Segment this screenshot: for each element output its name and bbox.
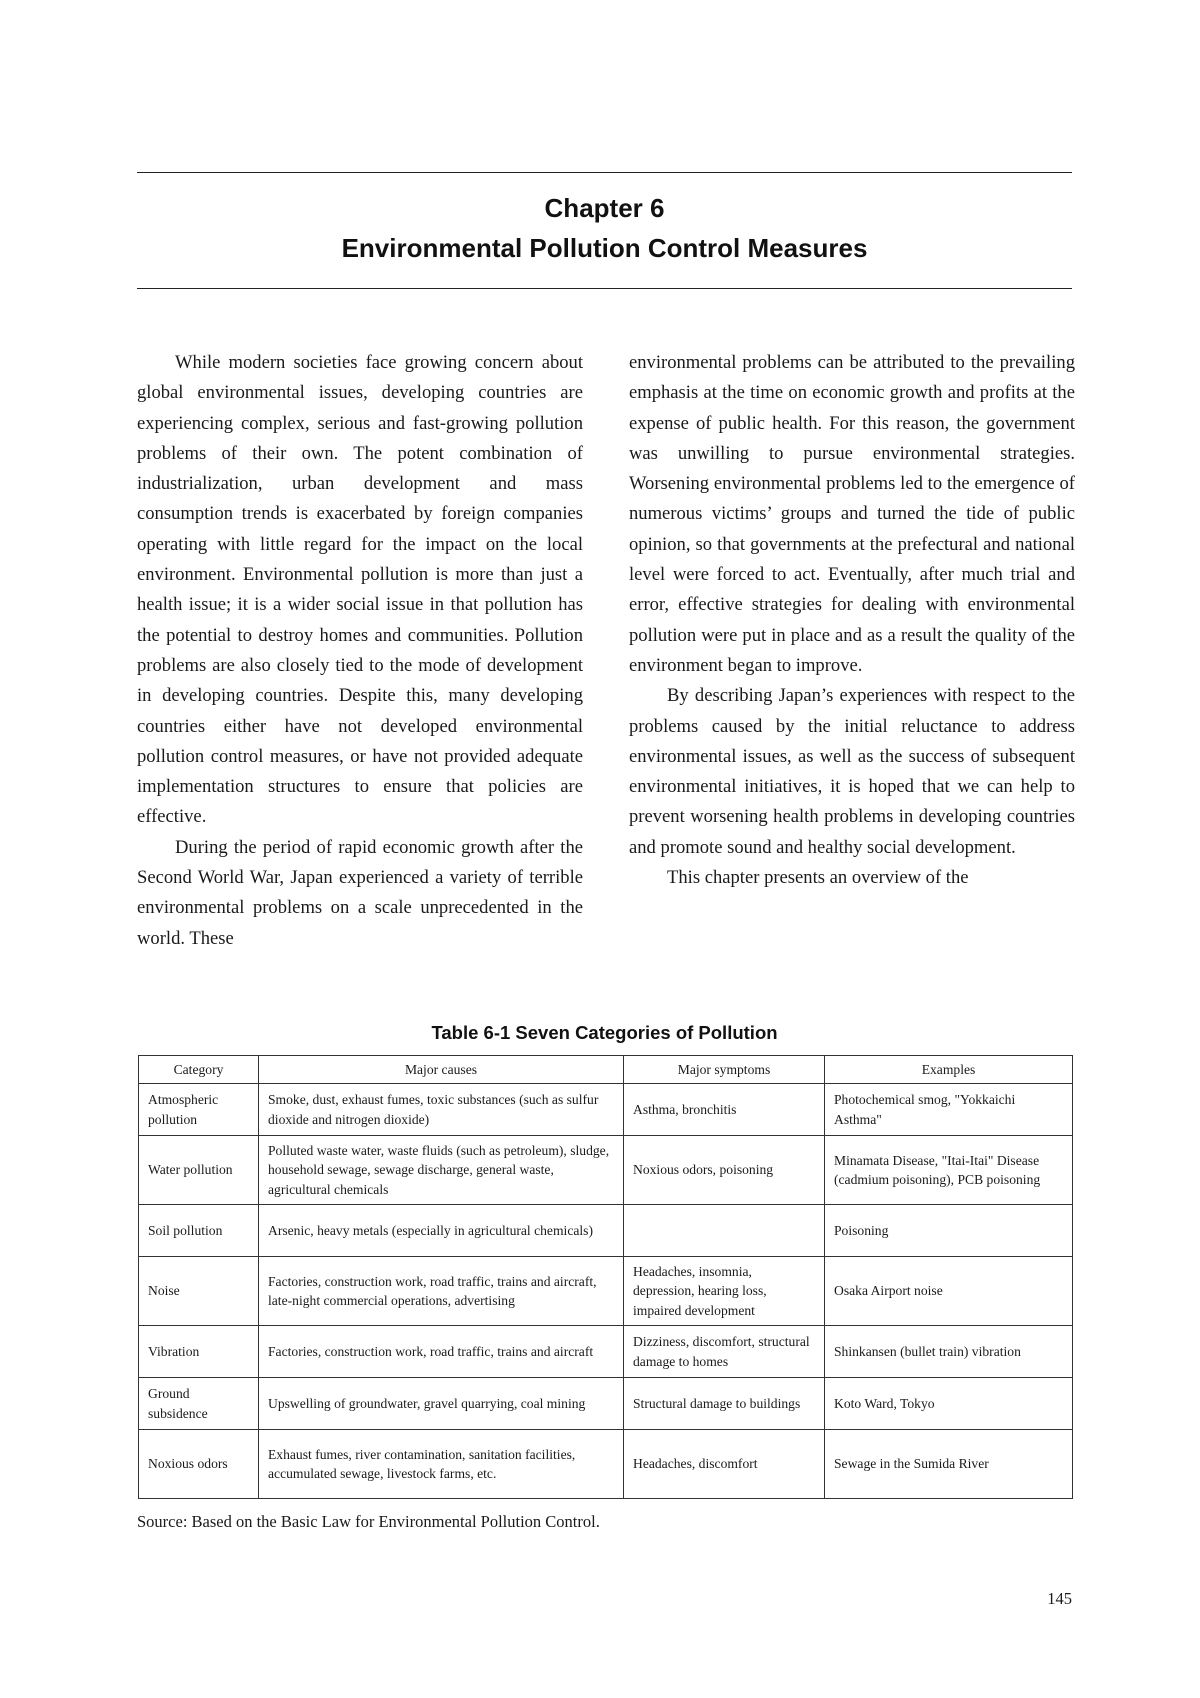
paragraph-intro: While modern societies face growing concern about global environmental issues, developing countries are experiencing complex, serious and fast-growing pollution problems of their own. The potent combination of industrialization, urban development and mass consumption trends is exacerbated by foreign companies operating with little regard for the impact on the local environment. Environmental pollution is more than just a health issue; it is a wider social issue in that pollution has the potential to destroy homes and communities. Pollution problems are also closely tied to the mode of development in developing countries. Despite this, many developing countries either have not developed environmental pollution control measures, or have not provided adequate implementation structures to ensure that policies are effective. bbox=[137, 352, 583, 828]
cell-category: Noxious odors bbox=[139, 1430, 259, 1499]
column-header-symptoms: Major symptoms bbox=[624, 1056, 825, 1084]
table-row bbox=[139, 1257, 1073, 1326]
cell-symptoms: Structural damage to buildings bbox=[624, 1378, 825, 1430]
paragraph-postwar-continued: environmental problems can be attributed to the prevailing emphasis at the time on economic growth and profits at the expense of public health. For this reason, the government was unwilling to pursue environmental strategies. Worsening environmental problems led to the emergence of numerous victims’ groups and turned the tide of public opinion, so that governments at the prefectural and national level were forced to act. Eventually, after much trial and error, effective strategies for dealing with environmental pollution were put in place and as a result the quality of the environment began to improve. bbox=[629, 352, 1075, 676]
cell-category: Soil pollution bbox=[139, 1205, 259, 1257]
cell-symptoms: Dizziness, discomfort, structural damage to homes bbox=[624, 1326, 825, 1378]
top-rule bbox=[137, 172, 1072, 173]
table-title: Table 6-1 Seven Categories of Pollution bbox=[431, 1022, 778, 1043]
column-header-examples: Examples bbox=[825, 1056, 1073, 1084]
table-header-row bbox=[139, 1056, 1073, 1084]
table-row bbox=[139, 1326, 1073, 1378]
cell-causes: Polluted waste water, waste fluids (such as petroleum), sludge, household sewage, sewage discharge, general waste, agricultural chemicals bbox=[259, 1136, 624, 1205]
cell-examples: Koto Ward, Tokyo bbox=[825, 1378, 1073, 1430]
paragraph-postwar: During the period of rapid economic growth after the Second World War, Japan experienced a variety of terrible environmental problems on a scale unprecedented in the world. These bbox=[137, 836, 583, 949]
table-row bbox=[139, 1378, 1073, 1430]
cell-examples: Sewage in the Sumida River bbox=[825, 1430, 1073, 1499]
page-number: 145 bbox=[1047, 1589, 1072, 1608]
cell-symptoms: Asthma, bronchitis bbox=[624, 1084, 825, 1136]
cell-causes: Arsenic, heavy metals (especially in agricultural chemicals) bbox=[259, 1205, 624, 1257]
cell-category: Water pollution bbox=[139, 1136, 259, 1205]
cell-symptoms: Noxious odors, poisoning bbox=[624, 1136, 825, 1205]
table-row bbox=[139, 1136, 1073, 1205]
cell-symptoms: Headaches, insomnia, depression, hearing loss, impaired development bbox=[624, 1257, 825, 1326]
cell-causes: Upswelling of groundwater, gravel quarrying, coal mining bbox=[259, 1378, 624, 1430]
paragraph-experiences: By describing Japan’s experiences with respect to the problems caused by the initial reluctance to address environmental issues, as well as the success of subsequent environmental initiatives, it is hoped that we can help to prevent worsening health problems in developing countries and promote sound and healthy social development. bbox=[629, 685, 1075, 858]
cell-symptoms: Headaches, discomfort bbox=[624, 1430, 825, 1499]
bottom-rule bbox=[137, 288, 1072, 289]
chapter-title: Environmental Pollution Control Measures bbox=[341, 233, 868, 263]
cell-causes: Exhaust fumes, river contamination, sanitation facilities, accumulated sewage, livestock farms, etc. bbox=[259, 1430, 624, 1499]
cell-category: Vibration bbox=[139, 1326, 259, 1378]
cell-examples: Osaka Airport noise bbox=[825, 1257, 1073, 1326]
pollution-categories-table bbox=[138, 1055, 1073, 1499]
table-row bbox=[139, 1084, 1073, 1136]
body-column-left bbox=[137, 348, 583, 954]
cell-causes: Smoke, dust, exhaust fumes, toxic substances (such as sulfur dioxide and nitrogen dioxide) bbox=[259, 1084, 624, 1136]
table-row bbox=[139, 1430, 1073, 1499]
cell-examples: Photochemical smog, "Yokkaichi Asthma" bbox=[825, 1084, 1073, 1136]
column-header-causes: Major causes bbox=[259, 1056, 624, 1084]
cell-category: Ground subsidence bbox=[139, 1378, 259, 1430]
cell-examples: Poisoning bbox=[825, 1205, 1073, 1257]
cell-causes: Factories, construction work, road traffic, trains and aircraft bbox=[259, 1326, 624, 1378]
chapter-number: Chapter 6 bbox=[544, 193, 665, 223]
paragraph-overview: This chapter presents an overview of the bbox=[667, 867, 969, 889]
cell-causes: Factories, construction work, road traffic, trains and aircraft, late-night commercial operations, advertising bbox=[259, 1257, 624, 1326]
cell-examples: Minamata Disease, "Itai-Itai" Disease (cadmium poisoning), PCB poisoning bbox=[825, 1136, 1073, 1205]
cell-examples: Shinkansen (bullet train) vibration bbox=[825, 1326, 1073, 1378]
body-column-right bbox=[629, 348, 1075, 893]
cell-symptoms bbox=[624, 1205, 825, 1257]
cell-category: Atmospheric pollution bbox=[139, 1084, 259, 1136]
table-source-note: Source: Based on the Basic Law for Environmental Pollution Control. bbox=[137, 1512, 600, 1531]
table-row bbox=[139, 1205, 1073, 1257]
cell-category: Noise bbox=[139, 1257, 259, 1326]
column-header-category: Category bbox=[139, 1056, 259, 1084]
